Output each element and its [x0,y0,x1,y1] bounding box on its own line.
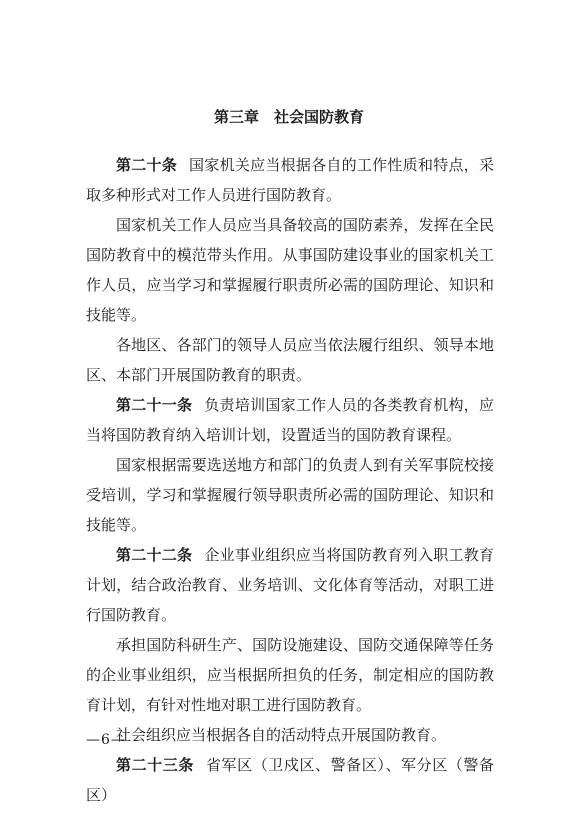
paragraph-text: 国家机关应当根据各自的工作性质和特点，采取多种形式对工作人员进行国防教育。 [86,156,494,204]
paragraph-text: 各地区、各部门的领导人员应当依法履行组织、领导本地区、本部门开展国防教育的职责。 [86,336,494,384]
article-number: 第二十一条 [116,396,193,414]
paragraph-text: 企业事业组织应当将国防教育列入职工教育计划，结合政治教育、业务培训、文化体育等活动，对职工进行国防教育。 [86,546,494,624]
page-number: —6— [86,732,126,748]
paragraph [86,330,494,390]
article-number: 第二十二条 [116,546,193,564]
paragraph-text: 负责培训国家工作人员的各类教育机构，应当将国防教育纳入培训计划，设置适当的国防教育课程。 [86,396,494,444]
paragraph [86,750,494,810]
paragraph [86,390,494,450]
article-number: 第二十三条 [116,756,194,774]
paragraph [86,150,494,210]
paragraph [86,450,494,540]
article-number: 第二十条 [116,156,178,174]
paragraph-text: 省军区（卫戍区、警备区）、军分区（警备区） [86,756,494,804]
paragraph-text: 承担国防科研生产、国防设施建设、国防交通保障等任务的企业事业组织，应当根据所担负的任务，制定相应的国防教育计划，有针对性地对职工进行国防教育。 [86,636,494,714]
document-body [86,150,494,810]
paragraph-text: 国家机关工作人员应当具备较高的国防素养，发挥在全民国防教育中的模范带头作用。从事国防建设事业的国家机关工作人员，应当学习和掌握履行职责所必需的国防理论、知识和技能等。 [86,216,494,324]
paragraph-text: 社会组织应当根据各自的活动特点开展国防教育。 [116,726,447,744]
paragraph [86,210,494,330]
paragraph [86,540,494,630]
chapter-title: 第三章 社会国防教育 [213,108,364,126]
paragraph [86,630,494,720]
paragraph-text: 国家根据需要选送地方和部门的负责人到有关军事院校接受培训，学习和掌握履行领导职责所必需的国防理论、知识和技能等。 [86,456,494,534]
paragraph [86,720,494,750]
